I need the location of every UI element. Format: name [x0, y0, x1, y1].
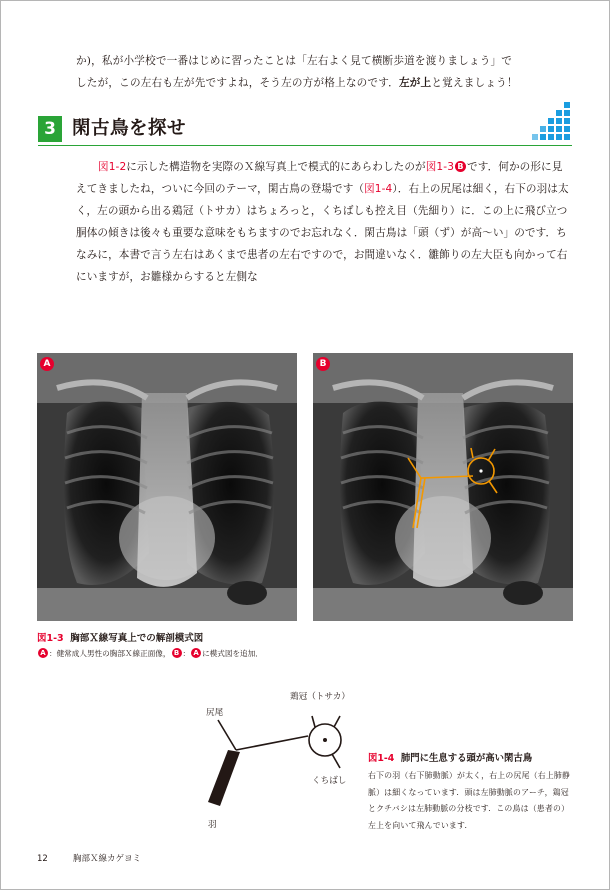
panel-badge-a: A — [40, 357, 54, 371]
decorative-squares-icon — [534, 102, 574, 142]
intro-line-2-end: と覚えましょう！ — [431, 77, 518, 89]
label-tail: 尻尾 — [206, 708, 224, 718]
figure-1-4-caption — [368, 750, 532, 764]
figure-1-4-number: 図1-4 — [368, 753, 395, 764]
body-text-2: です．何かの形に見えてきましたね，ついに今回のテーマ，閑古鳥の登場です（ — [76, 161, 563, 195]
page-footer — [37, 852, 141, 864]
ref-badge-b: B — [455, 161, 466, 172]
section-header — [38, 116, 572, 146]
intro-line-2-text: したが，この左右も左が先ですよね，そう左の方が格上なのです． — [76, 77, 399, 89]
subcaption-text-b: ： — [182, 649, 191, 658]
section-number: 3 — [38, 116, 62, 142]
figure-1-3-number: 図1-3 — [37, 633, 64, 644]
xray-image-a — [37, 353, 297, 621]
figure-1-4-title: 肺門に生息する頭が高い閑古鳥 — [400, 753, 533, 764]
subcaption-badge-a2: A — [191, 648, 201, 658]
figure-1-3-caption — [37, 630, 203, 644]
intro-line-2 — [76, 72, 572, 94]
body-text-1: に示した構造物を実際のＸ線写真上で模式的にあらわしたのが — [126, 161, 426, 173]
intro-paragraph — [76, 50, 572, 94]
label-beak: くちばし — [312, 776, 347, 786]
ref-fig-1-2: 図1-2 — [98, 161, 127, 173]
subcaption-badge-a: A — [38, 648, 48, 658]
section-title: 閑古鳥を探せ — [72, 118, 187, 139]
intro-line-1: か)，私が小学校で一番はじめに習ったことは「左右よく見て横断歩道を渡りましょう」で — [76, 55, 513, 67]
bird-diagram — [160, 680, 370, 850]
ref-fig-1-3: 図1-3 — [425, 161, 455, 173]
subcaption-text-a: ：健常成人男性の胸部Ｘ線正面像， — [49, 649, 171, 658]
intro-emphasis: 左が上 — [398, 77, 432, 89]
figure-1-4-text: 右下の羽（右下肺動脈）が太く，右上の尻尾（右上肺静脈）は細くなっています．頭は左肺動脈のアーチ，鶏冠とクチバシは左肺動脈の分枝です．この鳥は（患者の）左上を向いて飛んでいます． — [368, 771, 571, 830]
page-number: 12 — [37, 854, 48, 864]
label-wing: 羽 — [208, 820, 217, 830]
section-rule — [38, 145, 572, 146]
label-crest: 鶏冠（トサカ） — [290, 692, 350, 702]
xray-image-b — [313, 353, 573, 621]
figure-1-3-subcaption — [37, 648, 263, 659]
body-text-3: ）．右上の尻尾は細く，右下の羽は太く，左の頭から出る鶏冠（トサカ）はちょろっと，くちばしも控え目（先細り）に．この上に飛び立つ胴体の傾きは後々も重要な意味をもちますのでお忘れなく．閑古鳥は「頭（ず）が高〜い」のです．ちなみに，本書で言う左右はあくまで患者の左右ですので，お間違いなく．雛飾りの左大臣も向かって右にいますが，お雛様からすると左側な — [76, 183, 569, 283]
subcaption-badge-b: B — [172, 648, 182, 658]
panel-badge-b: B — [316, 357, 330, 371]
body-paragraph — [76, 156, 572, 288]
ref-fig-1-4: 図1-4 — [364, 183, 393, 195]
book-title: 胸部Ｘ線カゲヨミ — [73, 854, 142, 864]
subcaption-text-end: に模式図を追加． — [202, 649, 263, 658]
figure-1-3-title: 胸部Ｘ線写真上での解剖模式図 — [70, 633, 204, 644]
